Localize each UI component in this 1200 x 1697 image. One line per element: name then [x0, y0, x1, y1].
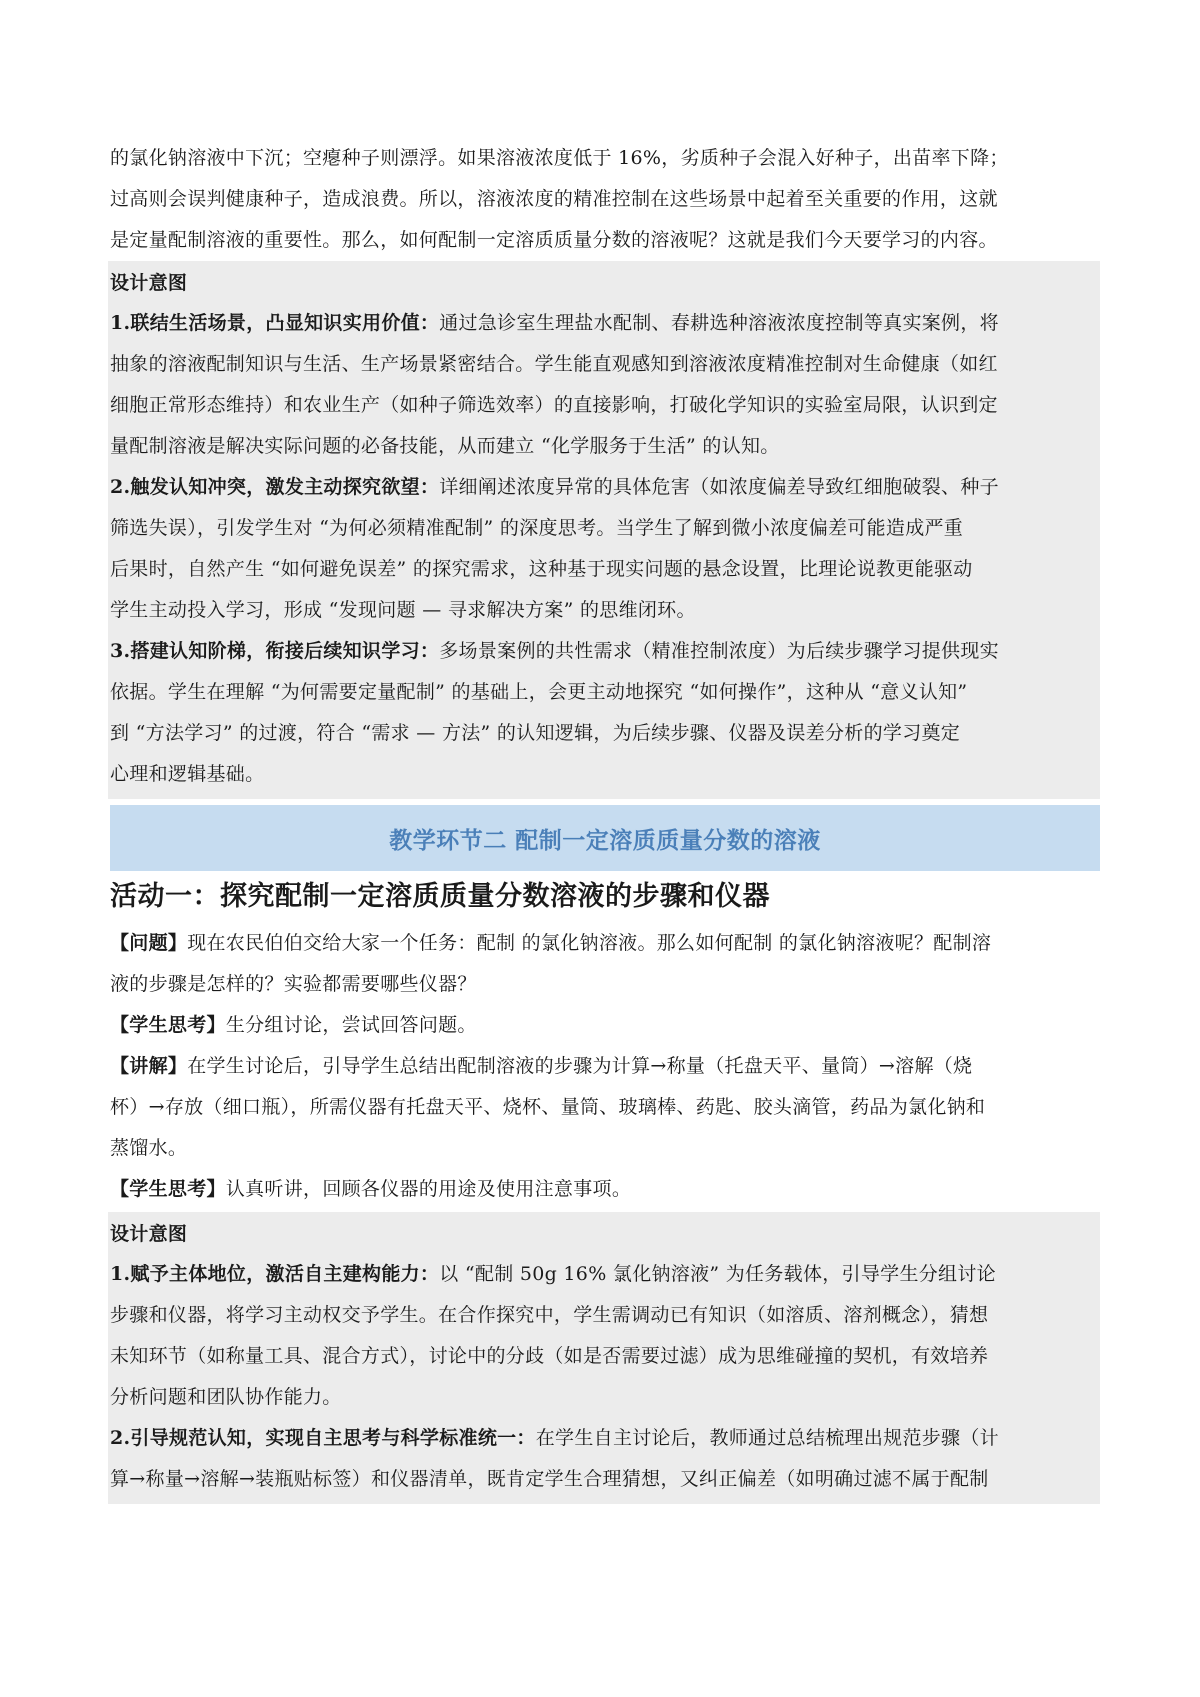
- item-text: 通过急诊室生理盐水配制、春耕选种溶液浓度控制等真实案例，将: [439, 312, 999, 334]
- item-text: 在学生自主讨论后，教师通过总结梳理出规范步骤（计: [535, 1427, 999, 1449]
- intro-line: 过高则会误判健康种子，造成浪费。所以，溶液浓度的精准控制在这些场景中起着至关重要的作用，这就: [110, 188, 998, 210]
- item-text: 多场景案例的共性需求（精准控制浓度）为后续步骤学习提供现实: [439, 640, 999, 662]
- section-title: 教学环节二 配制一定溶质质量分数的溶液: [389, 827, 821, 854]
- item-lead: 1.联结生活场景，凸显知识实用价值：: [110, 312, 440, 334]
- item-line: 步骤和仪器，将学习主动权交予学生。在合作探究中，学生需调动已有知识（如溶质、溶剂概念），猜想: [110, 1304, 989, 1326]
- design-intent-title: 设计意图: [110, 1223, 188, 1245]
- activity-title: 活动一：探究配制一定溶质质量分数溶液的步骤和仪器: [110, 881, 770, 912]
- entry-line: 蒸馏水。: [110, 1137, 188, 1159]
- entry-tag: 【学生思考】: [110, 1178, 226, 1200]
- entry-line: 液的步骤是怎样的？实验都需要哪些仪器？: [110, 973, 477, 995]
- design-intent-box-1: [108, 261, 1100, 799]
- design-intent-title: 设计意图: [110, 272, 188, 294]
- entry-tag: 【讲解】: [110, 1055, 188, 1077]
- item-line: 筛选失误），引发学生对 “为何必须精准配制” 的深度思考。当学生了解到微小浓度偏差可能造成严重: [110, 517, 964, 539]
- entry-text: 认真听讲，回顾各仪器的用途及使用注意事项。: [225, 1178, 632, 1200]
- intro-paragraph: [110, 138, 1100, 261]
- entry-line: 杯）→存放（细口瓶），所需仪器有托盘天平、烧杯、量筒、玻璃棒、药匙、胶头滴管，药品为氯化钠和: [110, 1096, 986, 1118]
- item-lead: 3.搭建认知阶梯，衔接后续知识学习：: [110, 640, 440, 662]
- section-banner: [110, 805, 1100, 871]
- design-intent-item: [110, 467, 1100, 508]
- entry-text: 现在农民伯伯交给大家一个任务：配制 的氯化钠溶液。那么如何配制 的氯化钠溶液呢？配制溶: [187, 932, 992, 954]
- design-intent-box-2: [108, 1212, 1100, 1504]
- item-line: 到 “方法学习” 的过渡，符合 “需求 — 方法” 的认知逻辑，为后续步骤、仪器及误差分析的学习奠定: [110, 722, 961, 744]
- item-line: 抽象的溶液配制知识与生活、生产场景紧密结合。学生能直观感知到溶液浓度精准控制对生命健康（如红: [110, 353, 998, 375]
- item-lead: 2.引导规范认知，实现自主思考与科学标准统一：: [110, 1427, 536, 1449]
- item-lead: 1.赋予主体地位，激活自主建构能力：: [110, 1263, 440, 1285]
- design-intent-item: [110, 631, 1100, 672]
- item-line: 算→称量→溶解→装瓶贴标签）和仪器清单，既肯定学生合理猜想，又纠正偏差（如明确过滤不属于配制: [110, 1468, 989, 1490]
- item-lead: 2.触发认知冲突，激发主动探究欲望：: [110, 476, 440, 498]
- entry-question: [110, 923, 1100, 964]
- entry-tag: 【学生思考】: [110, 1014, 226, 1036]
- design-intent-item: [110, 1254, 1100, 1295]
- entry-tag: 【问题】: [110, 932, 188, 954]
- design-intent-item: [110, 303, 1100, 344]
- item-line: 分析问题和团队协作能力。: [110, 1386, 342, 1408]
- intro-line: 的氯化钠溶液中下沉；空瘪种子则漂浮。如果溶液浓度低于 16%，劣质种子会混入好种子，出苗率下降；: [110, 147, 1009, 169]
- item-line: 量配制溶液是解决实际问题的必备技能，从而建立 “化学服务于生活” 的认知。: [110, 435, 780, 457]
- item-line: 细胞正常形态维持）和农业生产（如种子筛选效率）的直接影响，打破化学知识的实验室局限，认识到定: [110, 394, 998, 416]
- activity-content: [110, 923, 1100, 1210]
- document-page: [110, 138, 1100, 1504]
- intro-line: 是定量配制溶液的重要性。那么，如何配制一定溶质质量分数的溶液呢？这就是我们今天要学习的内容。: [110, 229, 998, 251]
- item-line: 学生主动投入学习，形成 “发现问题 — 寻求解决方案” 的思维闭环。: [110, 599, 696, 621]
- item-line: 未知环节（如称量工具、混合方式），讨论中的分歧（如是否需要过滤）成为思维碰撞的契机，有效培养: [110, 1345, 989, 1367]
- entry-student-thinking: [110, 1005, 1100, 1046]
- item-line: 依据。学生在理解 “为何需要定量配制” 的基础上，会更主动地探究 “如何操作”，这种从 “意义认知”: [110, 681, 968, 703]
- item-text: 以 “配制 50g 16% 氯化钠溶液” 为任务载体，引导学生分组讨论: [439, 1263, 996, 1285]
- entry-text: 在学生讨论后，引导学生总结出配制溶液的步骤为计算→称量（托盘天平、量筒）→溶解（烧: [187, 1055, 973, 1077]
- entry-student-thinking: [110, 1169, 1100, 1210]
- item-line: 后果时，自然产生 “如何避免误差” 的探究需求，这种基于现实问题的悬念设置，比理论说教更能驱动: [110, 558, 973, 580]
- entry-explanation: [110, 1046, 1100, 1087]
- item-text: 详细阐述浓度异常的具体危害（如浓度偏差导致红细胞破裂、种子: [439, 476, 999, 498]
- entry-text: 生分组讨论，尝试回答问题。: [225, 1014, 477, 1036]
- design-intent-item: [110, 1418, 1100, 1459]
- item-line: 心理和逻辑基础。: [110, 763, 265, 785]
